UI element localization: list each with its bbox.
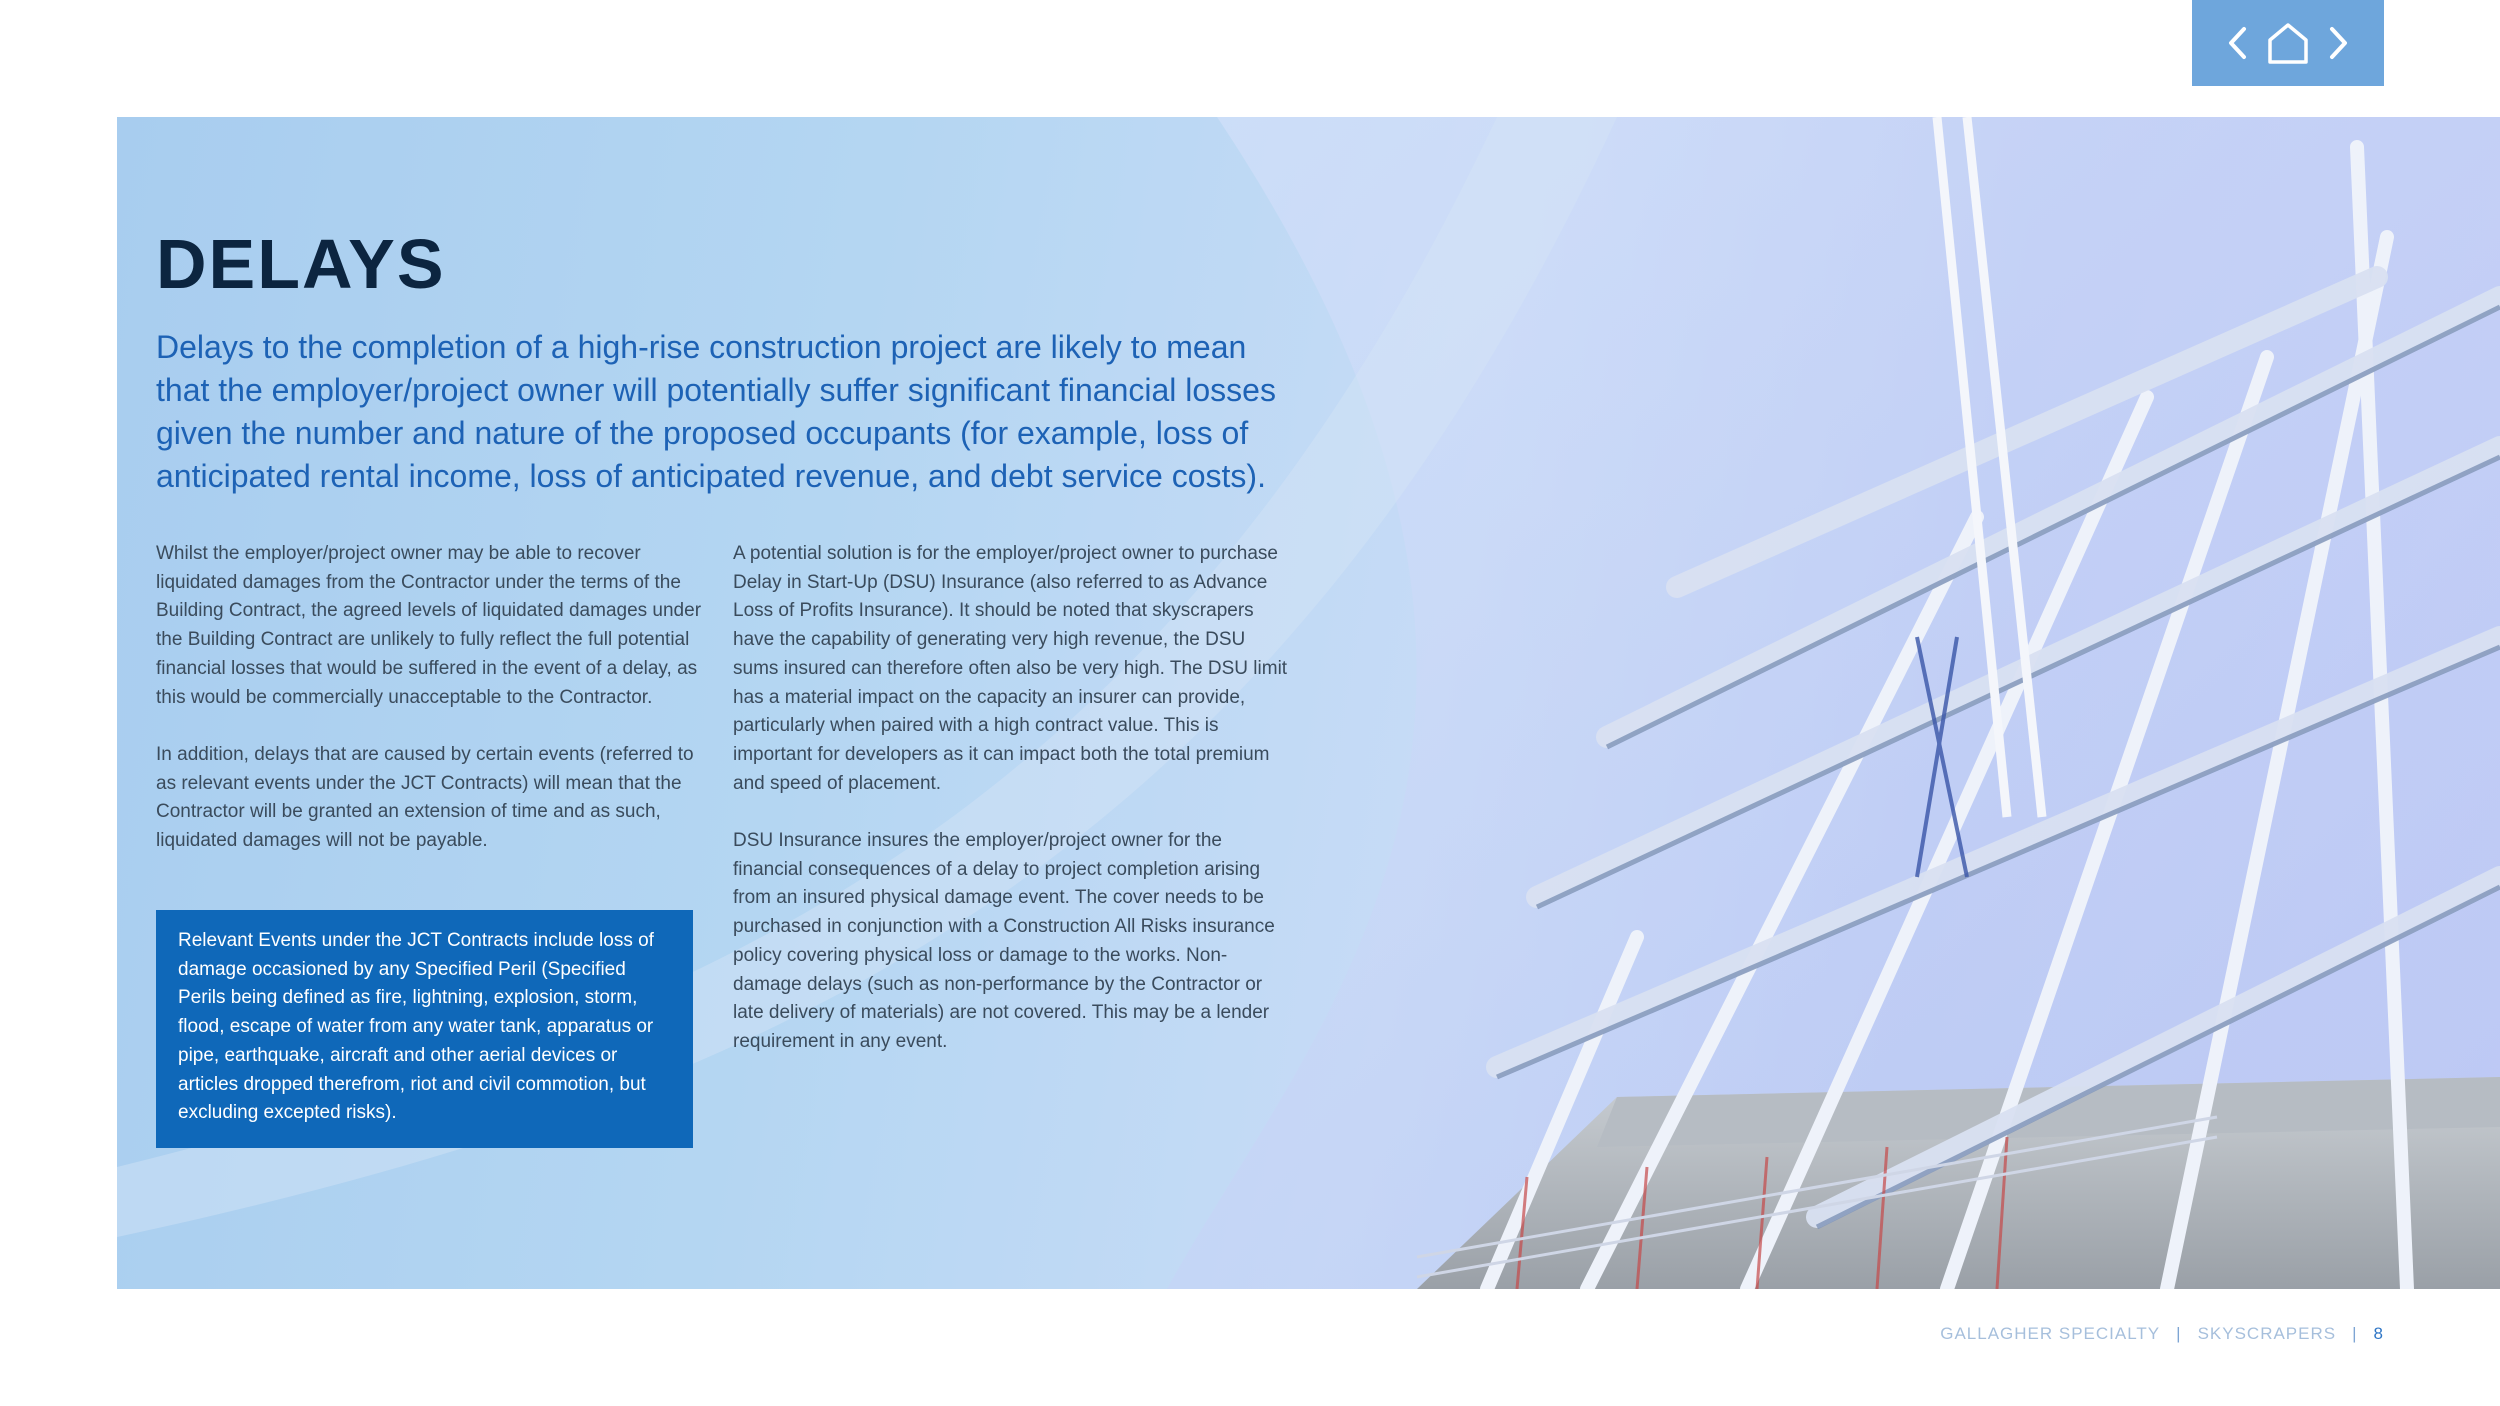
- chevron-left-icon[interactable]: [2226, 26, 2248, 60]
- left-column: [156, 540, 716, 884]
- footer-separator: |: [2176, 1324, 2182, 1343]
- footer-separator: |: [2352, 1324, 2358, 1343]
- page-footer: [1940, 1324, 2384, 1344]
- footer-section: SKYSCRAPERS: [2197, 1324, 2337, 1343]
- page-navigation: [2192, 0, 2384, 86]
- body-paragraph: A potential solution is for the employer/project owner to purchase Delay in Start-Up (DSU) Insurance (also referred to as Advance Loss of Profits Insurance). It should be noted that skyscrapers have the capability of generating very high revenue, the DSU sums insured can therefore often also be very high. The DSU limit has a material impact on the capacity an insurer can provide, particularly when paired with a high contract value. This is important for developers as it can impact both the total premium and speed of placement.: [733, 543, 1288, 794]
- right-column: [733, 540, 1293, 1085]
- page-number: 8: [2373, 1324, 2384, 1343]
- chevron-right-icon[interactable]: [2328, 26, 2350, 60]
- body-paragraph: DSU Insurance insures the employer/project owner for the financial consequences of a delay to project completion arising from an insured physical damage event. The cover needs to be purchased in conjunction with a Construction All Risks insurance policy covering physical loss or damage to the works. Non-damage delays (such as non-performance by the Contractor or late delivery of materials) are not covered. This may be a lender requirement in any event.: [733, 830, 1275, 1052]
- intro-paragraph: Delays to the completion of a high-rise construction project are likely to mean that the employer/project owner will potentially suffer significant financial losses given the number and nature of the proposed occupants (for example, loss of anticipated rental income, loss of anticipated revenue, and debt service costs).: [156, 329, 1276, 494]
- footer-brand: GALLAGHER SPECIALTY: [1940, 1324, 2161, 1343]
- body-paragraph: Whilst the employer/project owner may be able to recover liquidated damages from the Contractor under the terms of the Building Contract, the agreed levels of liquidated damages under the Building Contract are unlikely to fully reflect the full potential financial losses that would be suffered in the event of a delay, as this would be commercially unacceptable to the Contractor.: [156, 543, 702, 708]
- relevant-events-callout: Relevant Events under the JCT Contracts include loss of damage occasioned by any Specified Peril (Specified Perils being defined as fire, lightning, explosion, storm, flood, escape of water from any water tank, apparatus or pipe, earthquake, aircraft and other aerial devices or articles dropped therefrom, riot and civil commotion, but excluding excepted risks).: [156, 910, 693, 1148]
- page-title: DELAYS: [156, 225, 446, 303]
- body-paragraph: In addition, delays that are caused by certain events (referred to as relevant events under the JCT Contracts) will mean that the Contractor will be granted an extension of time and as such, liquidated damages will not be payable.: [156, 743, 694, 852]
- home-icon[interactable]: [2266, 22, 2310, 64]
